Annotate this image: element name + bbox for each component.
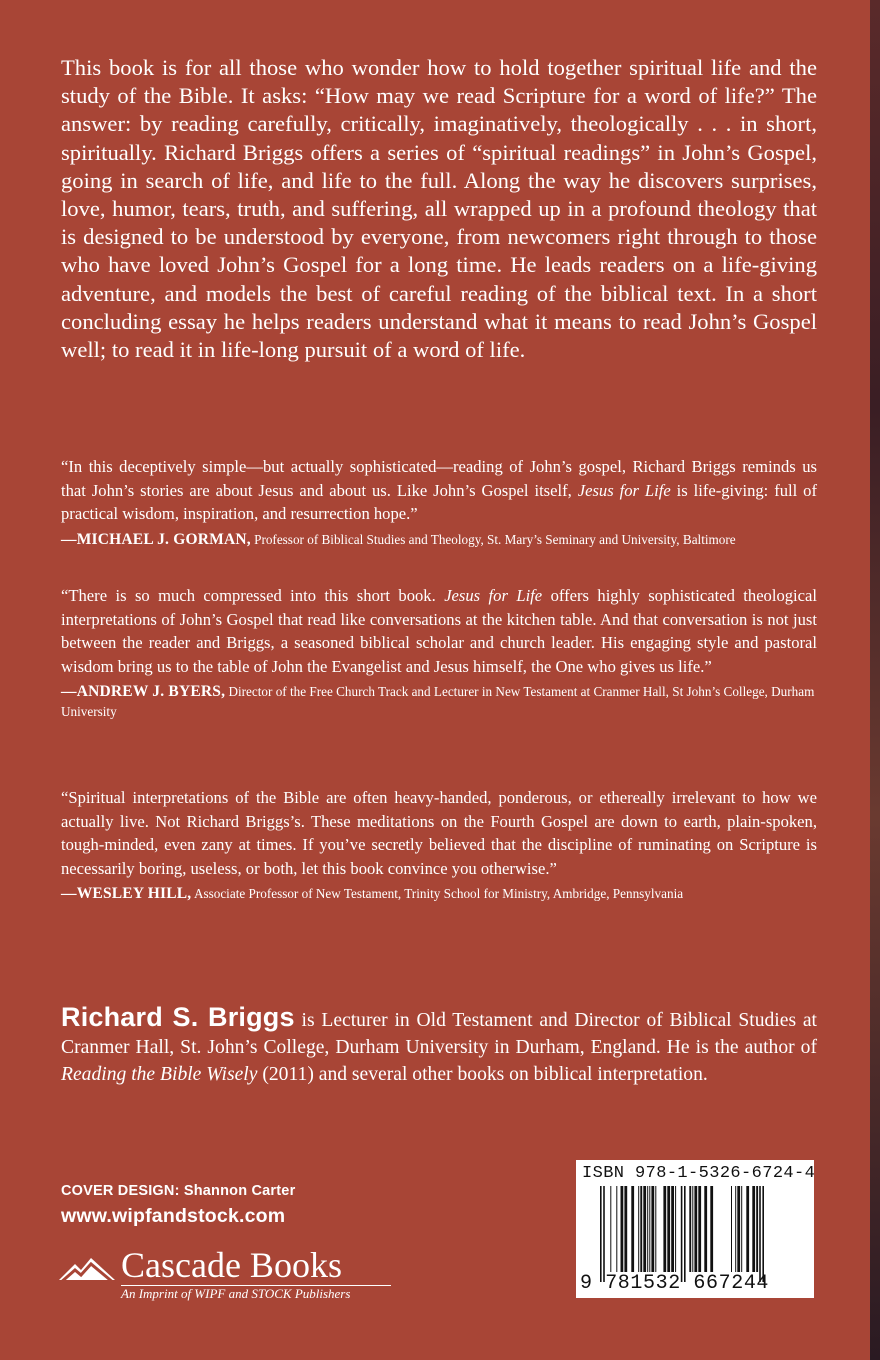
endorsement-byers [61,584,817,722]
publisher-website: www.wipfandstock.com [61,1205,286,1227]
mountain-logo-icon [57,1244,117,1290]
isbn-barcode [576,1160,814,1298]
blurb-text: This book is for all those who wonder how to hold together spiritual life and the study of the Bible. It asks: “How may we read Scripture for a word of life?” The answer: by reading carefully, critically, imaginatively, theologically . . . in short, spiritually. Richard Briggs offers a series of “spiritual readings” in John’s Gospel, going in search of life, and life to the full. Along the way he discovers surprises, love, humor, tears, truth, and suffering, all wrapped up in a profound theology that is designed to be understood by everyone, from newcomers right through to those who have loved John’s Gospel for a long time. He leads readers on a life-giving adventure, and models the best of careful reading of the biblical text. In a short concluding essay he helps readers understand what it means to read John’s Gospel well; to read it in life-long pursuit of a word of life. [61,55,817,363]
endorser-affiliation: Director of the Free Church Track and Lecturer in New Testament at Cranmer Hall, St John’s College, Durham University [61,684,815,719]
book-title-italic: Jesus for Life [444,586,543,605]
endorsement-attribution [61,530,817,550]
endorsement-quote: “Spiritual interpretations of the Bible are often heavy-handed, ponderous, or ethereally irrelevant to how we actually live. Not Richard Briggs’s. These meditations on the Fourth Gospel are down to earth, plain-spoken, tough-minded, even zany at times. If you’ve secretly believed that the discipline of ruminating on Scripture is necessarily boring, useless, or both, let this book convince you otherwise.” [61,788,817,878]
endorser-affiliation: Professor of Biblical Studies and Theology, St. Mary’s Seminary and University, Baltimore [250,531,736,547]
book-description [61,54,817,364]
author-name: Richard S. Briggs [61,1002,295,1032]
isbn-label: ISBN 978-1-5326-6724-4 [582,1164,816,1183]
endorsement-quote: “In this deceptively simple—but actually sophisticated—reading of John’s gospel, Richard Briggs reminds us that John’s stories are about Jesus and about us. Like John’s Gospel itself, Jesus for Life is life-giving: full of practical wisdom, inspiration, and resurrection hope.” [61,457,817,523]
endorsement-quote: “There is so much compressed into this short book. Jesus for Life offers highly sophisticated theological interpretations of John’s Gospel that read like conversations at the kitchen table. And that conversation is not just between the reader and Briggs, a seasoned biblical scholar and church leader. His engaging style and pastoral wisdom bring us to the table of John the Evangelist and Jesus himself, the One who gives us life.” [61,586,818,676]
publisher-name: Cascade Books [121,1245,342,1285]
endorsement-gorman [61,455,817,550]
publisher-tagline: An Imprint of WIPF and STOCK Publishers [121,1286,351,1301]
endorser-name: —MICHAEL J. GORMAN, [61,530,251,548]
credits-block [61,1182,295,1229]
endorser-name: —ANDREW J. BYERS, [61,683,226,700]
endorser-name: —WESLEY HILL, [61,885,192,902]
author-bio: Richard S. Briggs is Lecturer in Old Testament and Director of Biblical Studies at Cranmer Hall, St. John’s College, Durham University in Durham, England. He is the author of Reading the Bible Wisely (2011) and several other books on biblical interpretation. [61,1002,817,1085]
endorser-affiliation: Associate Professor of New Testament, Trinity School for Ministry, Ambridge, Pennsylvania [191,886,684,901]
cover-edge [870,0,880,1360]
author-book-title: Reading the Bible Wisely [61,1064,258,1085]
publisher-logo [57,1244,397,1304]
cover-design-credit: COVER DESIGN: Shannon Carter [61,1183,296,1199]
barcode-digits: 9 781532 667244 [580,1272,770,1295]
book-title-italic: Jesus for Life [577,480,671,500]
endorsement-hill [61,786,817,904]
endorsement-attribution [61,682,817,722]
endorsement-attribution [61,884,817,904]
